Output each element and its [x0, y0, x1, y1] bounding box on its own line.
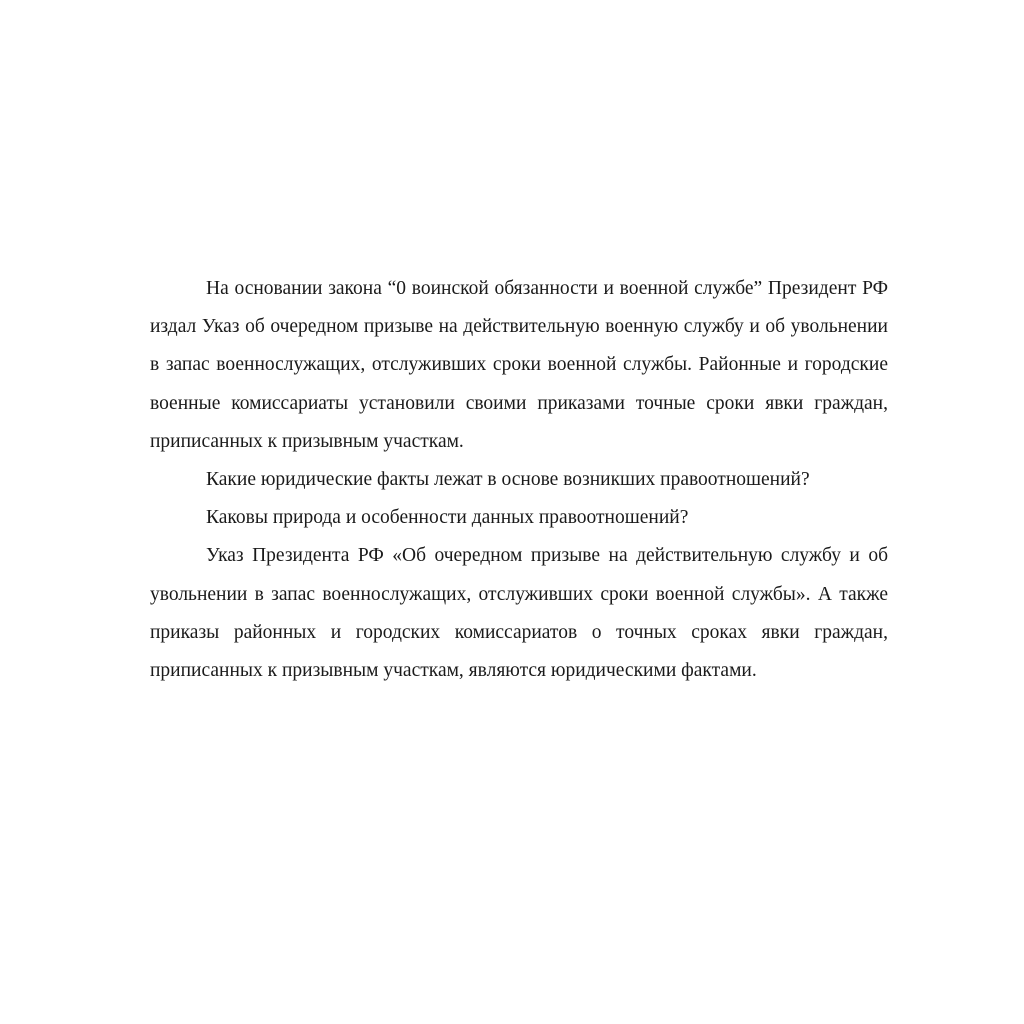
paragraph-case-description: На основании закона “0 воинской обязанности и военной службе” Президент РФ издал Указ об очередном призыве на действительную военную службу и об увольнении в запас военнослужащих, отслуживших сроки военной службы. Районные и городские военные комиссариаты установили своими приказами точные сроки явки граждан, приписанных к призывным участкам. — [150, 278, 888, 452]
paragraph-question-nature: Каковы природа и особенности данных правоотношений? — [206, 507, 689, 529]
paragraph-question-legal-facts: Какие юридические факты лежат в основе возникших правоотношений? — [206, 469, 810, 491]
document-page — [150, 270, 888, 690]
paragraph-answer: Указ Президента РФ «Об очередном призыве на действительную службу и об увольнении в запас военнослужащих, отслуживших сроки военной службы». А также приказы районных и городских комиссариатов о точных сроках явки граждан, приписанных к призывным участкам, являются юридическими фактами. — [150, 545, 888, 682]
